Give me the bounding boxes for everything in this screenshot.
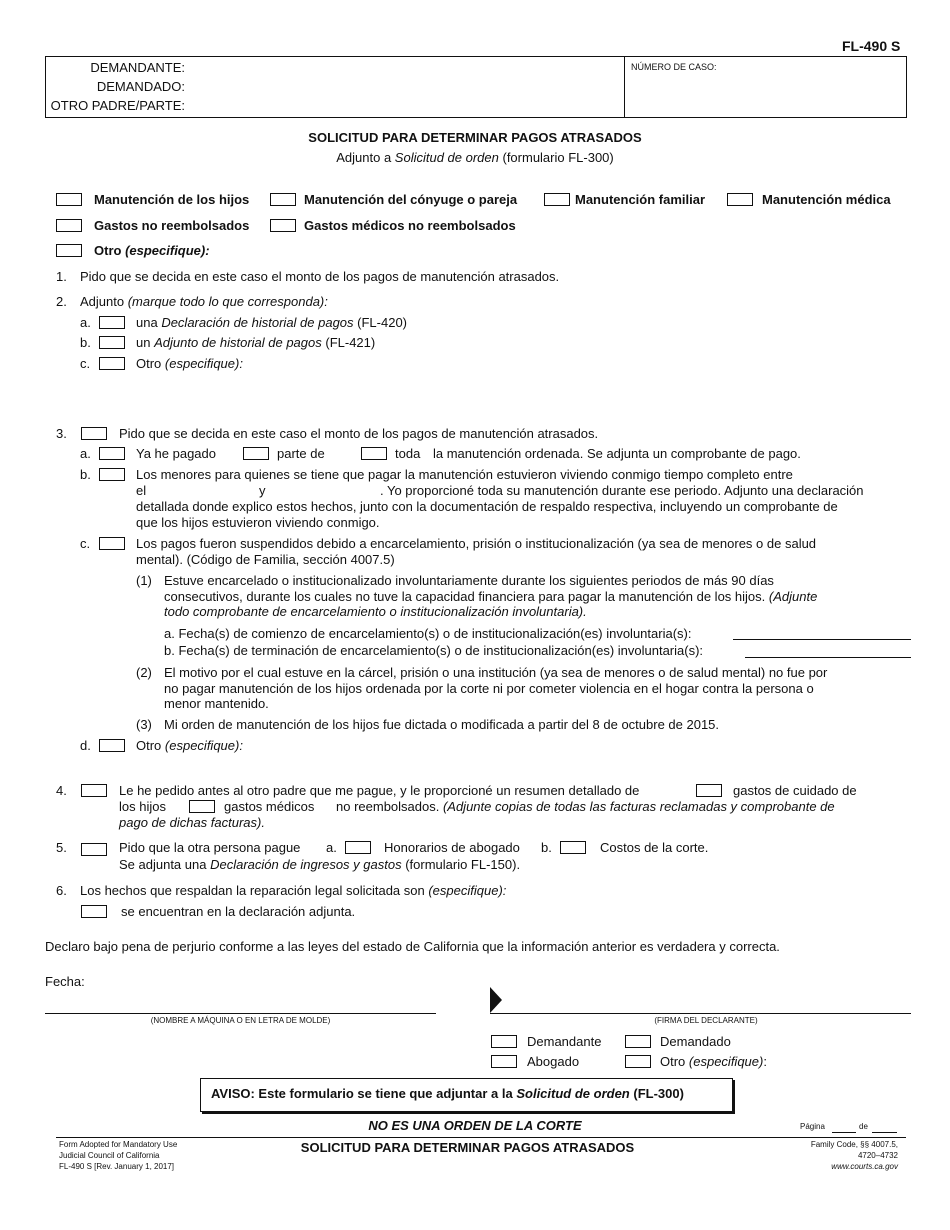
- item-3d-text: Otro (especifique):: [136, 738, 243, 753]
- child-support-checkbox[interactable]: [56, 193, 82, 206]
- attorney-fees-label: Honorarios de abogado: [384, 840, 520, 855]
- footer-adopted: Form Adopted for Mandatory Use: [59, 1140, 178, 1149]
- item-3c-checkbox[interactable]: [99, 537, 125, 550]
- printed-name-line[interactable]: [45, 1013, 436, 1014]
- item-5a-letter: a.: [326, 840, 337, 855]
- item-5-text: Pido que la otra persona pague: [119, 840, 301, 855]
- form-subtitle: Adjunto a Solicitud de orden (formulario FL-300): [336, 150, 614, 165]
- item-3c1a-label: a. Fecha(s) de comienzo de encarcelamiento(s) o de institucionalización(es) involuntaria(s):: [164, 626, 692, 641]
- footer-website-link[interactable]: www.courts.ca.gov: [831, 1162, 898, 1171]
- item-3c2-line-2: no pagar manutención de los hijos ordenada por la corte ni por cometer violencia en el hogar contra la persona o: [164, 681, 814, 696]
- item-3-number: 3.: [56, 426, 67, 441]
- caption-divider: [624, 56, 625, 118]
- signer-petitioner-label: Demandante: [527, 1034, 602, 1049]
- item-4-line-2b: gastos médicos: [224, 799, 315, 814]
- unreimbursed-expenses-checkbox[interactable]: [56, 219, 82, 232]
- item-3b-end-date-field[interactable]: [270, 482, 378, 498]
- spousal-support-label: Manutención del cónyuge o pareja: [304, 192, 518, 207]
- signer-respondent-label: Demandado: [660, 1034, 731, 1049]
- other-support-label: Otro (especifique):: [94, 243, 210, 258]
- signer-other-label: Otro (especifique):: [660, 1054, 767, 1069]
- respondent-label: DEMANDADO:: [96, 79, 185, 94]
- item-3a-all-checkbox[interactable]: [361, 447, 387, 460]
- item-3b-line-2a: el: [136, 483, 147, 498]
- page-label: Página: [800, 1122, 825, 1131]
- medical-support-checkbox[interactable]: [727, 193, 753, 206]
- footer-code: Family Code, §§ 4007.5,: [810, 1140, 898, 1149]
- item-3-text: Pido que se decida en este caso el monto de los pagos de manutención atrasados.: [119, 426, 599, 441]
- other-party-label: OTRO PADRE/PARTE:: [50, 98, 185, 113]
- other-party-name-field[interactable]: [190, 97, 620, 114]
- court-costs-checkbox[interactable]: [560, 841, 586, 854]
- item-3b-line-1: Los menores para quienes se tiene que pagar la manutención estuvieron viviendo conmigo tiempo completo entre: [136, 467, 793, 482]
- signer-attorney-checkbox[interactable]: [491, 1055, 517, 1068]
- item-2c-text: Otro (especifique):: [136, 356, 243, 371]
- end-dates-field[interactable]: [745, 657, 911, 658]
- page-total-field[interactable]: [872, 1132, 897, 1133]
- item-2c-checkbox[interactable]: [99, 357, 125, 370]
- printed-name-caption: (NOMBRE A MÁQUINA O EN LETRA DE MOLDE): [150, 1016, 331, 1025]
- item-3a-text-part: parte de: [277, 446, 325, 461]
- signer-petitioner-checkbox[interactable]: [491, 1035, 517, 1048]
- item-2b-letter: b.: [80, 335, 91, 350]
- item-4-line-2: no reembolsados. (Adjunte copias de todas las facturas reclamadas y comprobante de: [336, 799, 835, 814]
- item-5-line-2: Se adjunta una Declaración de ingresos y gastos (formulario FL-150).: [119, 857, 521, 872]
- item-5-number: 5.: [56, 840, 67, 855]
- item-3b-letter: b.: [80, 467, 91, 482]
- court-costs-label: Costos de la corte.: [600, 840, 709, 855]
- item-2b-text: un Adjunto de historial de pagos (FL-421): [136, 335, 376, 350]
- petitioner-name-field[interactable]: [190, 59, 620, 76]
- footer-council: Judicial Council of California: [59, 1151, 160, 1160]
- footer-code-sections: 4720–4732: [857, 1151, 898, 1160]
- footer-form-title: SOLICITUD PARA DETERMINAR PAGOS ATRASADOS: [300, 1140, 635, 1155]
- date-label: Fecha:: [45, 974, 85, 989]
- page-number-field[interactable]: [832, 1132, 856, 1133]
- item-2a-text: una Declaración de historial de pagos (FL-420): [136, 315, 408, 330]
- item-3c-line-2: mental). (Código de Familia, sección 4007.5): [136, 552, 395, 567]
- item-3a-text-paid: Ya he pagado: [136, 446, 216, 461]
- form-id: FL-490 S: [842, 38, 901, 54]
- item-2-text: Adjunto (marque todo lo que corresponda):: [80, 294, 328, 309]
- item-3d-checkbox[interactable]: [99, 739, 125, 752]
- item-4-line-3: pago de dichas facturas).: [119, 815, 265, 830]
- respondent-name-field[interactable]: [190, 78, 620, 95]
- item-4-line-2a: los hijos: [119, 799, 166, 814]
- start-dates-field[interactable]: [733, 639, 911, 640]
- signature-line[interactable]: [490, 1013, 911, 1014]
- spousal-support-checkbox[interactable]: [270, 193, 296, 206]
- footer-revision: FL-490 S [Rev. January 1, 2017]: [59, 1162, 175, 1171]
- not-court-order-notice: NO ES UNA ORDEN DE LA CORTE: [368, 1118, 582, 1133]
- item-3b-checkbox[interactable]: [99, 468, 125, 481]
- other-support-checkbox[interactable]: [56, 244, 82, 257]
- signature-caption: (FIRMA DEL DECLARANTE): [654, 1016, 758, 1025]
- item-4-line-1b: gastos de cuidado de: [733, 783, 857, 798]
- item-3-checkbox[interactable]: [81, 427, 107, 440]
- item-3b-start-date-field[interactable]: [152, 482, 252, 498]
- unreimbursed-medical-checkbox[interactable]: [270, 219, 296, 232]
- notice-text: AVISO: Este formulario se tiene que adjuntar a la Solicitud de orden (FL-300): [211, 1086, 684, 1101]
- item-3d-letter: d.: [80, 738, 91, 753]
- petitioner-label: DEMANDANTE:: [90, 60, 185, 75]
- item-3a-text-all: toda: [395, 446, 421, 461]
- item-3d-specify-field[interactable]: [136, 756, 906, 778]
- item-3c1-line-1: Estuve encarcelado o institucionalizado involuntariamente durante los siguientes periodos de más 90 días: [164, 573, 774, 588]
- item-4-line-1a: Le he pedido antes al otro padre que me pague, y le proporcioné un resumen detallado de: [119, 783, 640, 798]
- footer-rule: [56, 1137, 906, 1138]
- item-2b-checkbox[interactable]: [99, 336, 125, 349]
- item-3c2-line-1: El motivo por el cual estuve en la cárcel, prisión o una institución (ya sea de menores o de salud mental) no fue por: [164, 665, 828, 680]
- item-3a-letter: a.: [80, 446, 91, 461]
- item-3b-line-2c: . Yo proporcioné toda su manutención durante ese periodo. Adjunto una declaración: [380, 483, 864, 498]
- item-3a-part-checkbox[interactable]: [243, 447, 269, 460]
- unreimbursed-expenses-label: Gastos no reembolsados: [94, 218, 250, 233]
- item-3c1-line-3: todo comprobante de encarcelamiento o institucionalización involuntaria).: [164, 604, 587, 619]
- item-4-medical-checkbox[interactable]: [189, 800, 215, 813]
- item-2a-checkbox[interactable]: [99, 316, 125, 329]
- item-6-text: Los hechos que respaldan la reparación legal solicitada son (especifique):: [80, 883, 507, 898]
- item-1-number: 1.: [56, 269, 67, 284]
- signature-arrow-icon: [490, 987, 502, 1013]
- item-3a-checkbox[interactable]: [99, 447, 125, 460]
- item-3c1-line-2: consecutivos, durante los cuales no tuve la capacidad financiera para pagar la manutención de los hijos. (Adjunte: [164, 589, 818, 604]
- item-3b-line-3: detallada donde explico estos hechos, junto con la documentación de respaldo respectiva, incluyendo un comprobante de: [136, 499, 838, 514]
- item-6-number: 6.: [56, 883, 67, 898]
- case-number-label: NÚMERO DE CASO:: [631, 62, 717, 72]
- item-2-number: 2.: [56, 294, 67, 309]
- item-4-checkbox[interactable]: [81, 784, 107, 797]
- item-3a-text-rest: la manutención ordenada. Se adjunta un comprobante de pago.: [433, 446, 801, 461]
- item-3b-line-2b: y: [259, 483, 266, 498]
- item-3c3-number: (3): [136, 717, 152, 732]
- perjury-declaration: Declaro bajo pena de perjurio conforme a las leyes del estado de California que la información anterior es verdadera y correcta.: [45, 939, 780, 954]
- child-support-label: Manutención de los hijos: [94, 192, 250, 207]
- page-of-label: de: [859, 1122, 868, 1131]
- item-4-number: 4.: [56, 783, 67, 798]
- signer-other-checkbox[interactable]: [625, 1055, 651, 1068]
- item-2a-letter: a.: [80, 315, 91, 330]
- item-3c1b-label: b. Fecha(s) de terminación de encarcelamiento(s) o de institucionalización(es) involuntaria(s):: [164, 643, 704, 658]
- case-number-field[interactable]: [628, 76, 903, 114]
- unreimbursed-medical-label: Gastos médicos no reembolsados: [304, 218, 516, 233]
- item-3c3-line-1: Mi orden de manutención de los hijos fue dictada o modificada a partir del 8 de octubre de 2015.: [164, 717, 720, 732]
- item-4-childcare-checkbox[interactable]: [696, 784, 722, 797]
- item-3c2-number: (2): [136, 665, 152, 680]
- item-6-attached-text: se encuentran en la declaración adjunta.: [121, 904, 356, 919]
- family-support-checkbox[interactable]: [544, 193, 570, 206]
- item-3c1-number: (1): [136, 573, 152, 588]
- medical-support-label: Manutención médica: [762, 192, 891, 207]
- item-2c-specify-field[interactable]: [136, 374, 906, 414]
- item-5b-letter: b.: [541, 840, 552, 855]
- item-6-checkbox[interactable]: [81, 905, 107, 918]
- attorney-fees-checkbox[interactable]: [345, 841, 371, 854]
- family-support-label: Manutención familiar: [575, 192, 706, 207]
- item-5-checkbox[interactable]: [81, 843, 107, 856]
- item-3b-line-4: que los hijos estuvieron viviendo conmigo.: [136, 515, 380, 530]
- item-3c2-line-3: menor mantenido.: [164, 696, 269, 711]
- date-field[interactable]: [92, 972, 292, 990]
- form-title: SOLICITUD PARA DETERMINAR PAGOS ATRASADOS: [308, 130, 642, 145]
- item-2c-letter: c.: [80, 356, 91, 371]
- item-1-text: Pido que se decida en este caso el monto de los pagos de manutención atrasados.: [80, 269, 560, 284]
- signer-attorney-label: Abogado: [527, 1054, 580, 1069]
- item-3c-letter: c.: [80, 536, 91, 551]
- item-3c-line-1: Los pagos fueron suspendidos debido a encarcelamiento, prisión o institucionalización (ya sea de menores o de salud: [136, 536, 817, 551]
- signer-respondent-checkbox[interactable]: [625, 1035, 651, 1048]
